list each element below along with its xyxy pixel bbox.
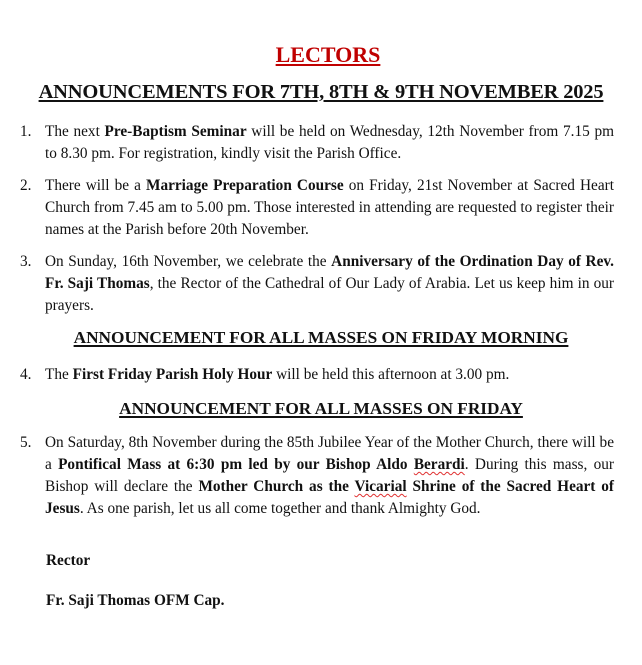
item-number: 4. <box>20 366 32 383</box>
item-text <box>45 175 614 241</box>
text-run: . As one parish, let us all come together and thank Almighty God. <box>79 500 481 517</box>
announcement-item-4 <box>20 364 614 386</box>
signature-name: Fr. Saji Thomas OFM Cap. <box>46 592 225 609</box>
item-text <box>45 121 614 165</box>
spellcheck-flagged-word: Vicarial <box>354 478 407 495</box>
text-run: . During this mass, our Bishop will declare the <box>45 456 614 495</box>
text-run: , the Rector of the Cathedral of Our Lady of Arabia. Let us keep him in our prayers. <box>45 275 614 314</box>
bold-text: Marriage Preparation Course <box>146 177 344 194</box>
announcement-item-3 <box>20 251 614 317</box>
signature-role: Rector <box>46 552 91 569</box>
text-run: On Saturday, 8th November during the 85th Jubilee Year of the Mother Church, there will be a <box>45 434 614 473</box>
main-heading: ANNOUNCEMENTS FOR 7TH, 8TH & 9TH NOVEMBER 2025 <box>38 81 604 103</box>
text-run: There will be a <box>45 177 147 194</box>
item-text <box>45 364 614 386</box>
item-number: 3. <box>20 253 32 270</box>
document-title: LECTORS <box>275 42 381 67</box>
announcement-item-1 <box>20 121 614 165</box>
text-run: will be held this afternoon at 3.00 pm. <box>272 366 510 383</box>
section-heading-friday: ANNOUNCEMENT FOR ALL MASSES ON FRIDAY <box>119 399 523 418</box>
section-heading-friday-morning: ANNOUNCEMENT FOR ALL MASSES ON FRIDAY MORNING <box>73 328 569 347</box>
text-run: The next <box>45 123 105 140</box>
announcement-item-5 <box>20 432 614 520</box>
text-run: On Sunday, 16th November, we celebrate the <box>45 253 332 270</box>
bold-text: Anniversary of the Ordination Day of Rev. Fr. Saji Thomas <box>45 253 614 292</box>
announcement-item-2 <box>20 175 614 241</box>
item-text <box>45 251 614 317</box>
bold-text: First Friday Parish Holy Hour <box>72 366 273 383</box>
item-number: 5. <box>20 434 32 451</box>
bold-text: Pontifical Mass at 6:30 pm led by our Bishop Aldo <box>58 456 414 473</box>
text-run: The <box>45 366 73 383</box>
item-text <box>45 432 614 520</box>
bold-text: Pre-Baptism Seminar <box>104 123 247 140</box>
spellcheck-flagged-word: Berardi <box>413 456 465 473</box>
item-number: 1. <box>20 123 32 140</box>
bold-text: Mother Church as the <box>198 478 355 495</box>
bold-text: Shrine of the Sacred Heart of Jesus <box>45 478 614 517</box>
text-run: on Friday, 21st November at Sacred Heart Church from 7.45 am to 5.00 pm. Those interested in attending are requested to register their names at the Parish before 20th November. <box>45 177 614 238</box>
item-number: 2. <box>20 177 32 194</box>
text-run: will be held on Wednesday, 12th November from 7.15 pm to 8.30 pm. For registration, kindly visit the Parish Office. <box>45 123 614 162</box>
